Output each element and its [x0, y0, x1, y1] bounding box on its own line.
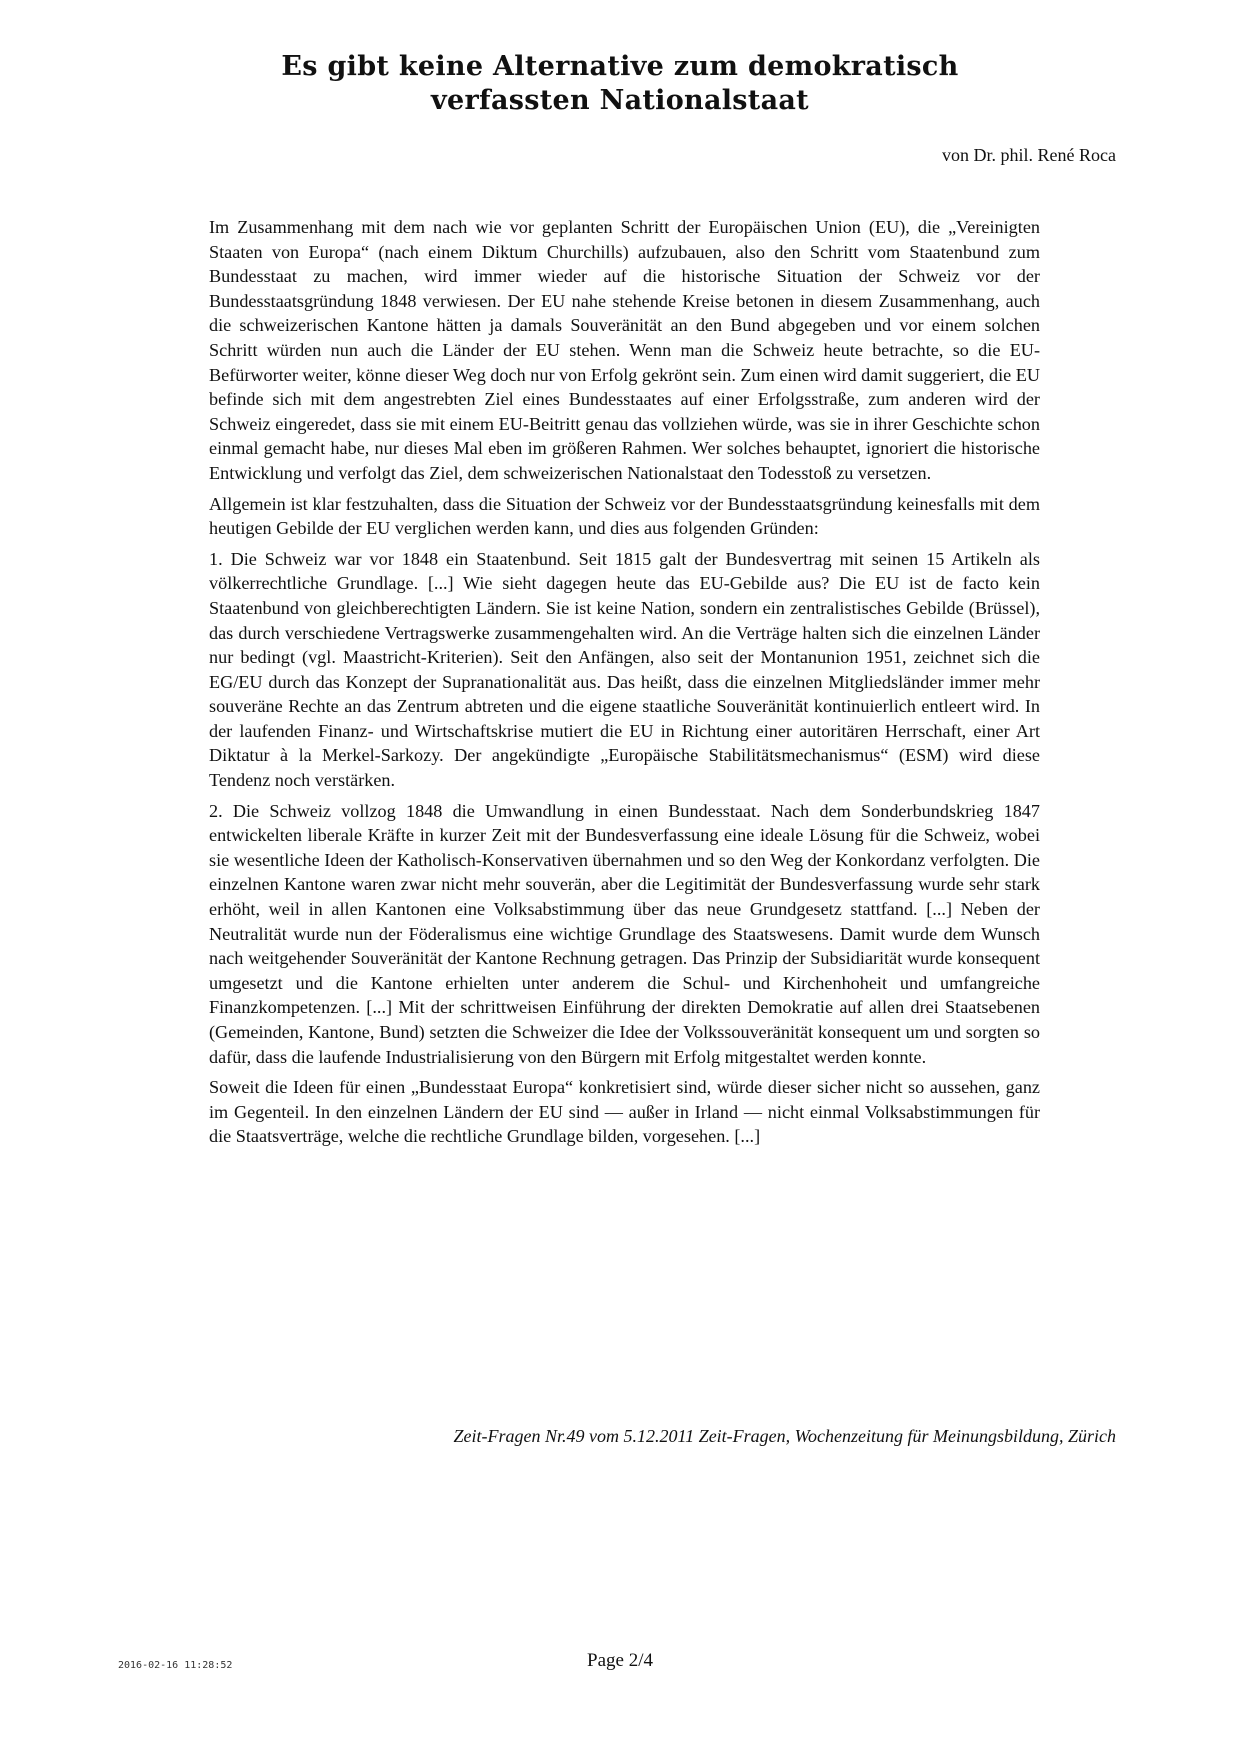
print-timestamp: 2016-02-16 11:28:52	[118, 1660, 233, 1671]
paragraph-point-2: 2. Die Schweiz vollzog 1848 die Umwandlung in einen Bundesstaat. Nach dem Sonderbundskrieg 1847 entwickelten liberale Kräfte in kurzer Zeit mit der Bundesverfassung eine ideale Lösung für die Schweiz, wobei sie wesentliche Ideen der Katholisch-Konservativen übernahmen und so den Weg der Konkordanz verfolgten. Die einzelnen Kantone waren zwar nicht mehr souverän, aber die Legitimität der Bundesverfassung wurde sehr stark erhöht, weil in allen Kantonen eine Volksabstimmung über das neue Grundgesetz stattfand. [...] Neben der Neutralität wurde nun der Föderalismus eine wichtige Grundlage des Staatswesens. Damit wurde dem Wunsch nach weitgehender Souveränität der Kantone Rechnung getragen. Das Prinzip der Subsidiarität wurde konsequent umgesetzt und die Kantone erhielten unter anderem die Schul- und Kirchenhoheit und umfangreiche Finanzkompetenzen. [...] Mit der schrittweisen Einführung der direkten Demokratie auf allen drei Staatsebenen (Gemeinden, Kantone, Bund) setzten die Schweizer die Idee der Volkssouveränität konsequent um und sorgten so dafür, dass die laufende Industrialisierung von den Bürgern mit Erfolg mitgestaltet werden konnte.	[209, 800, 1040, 1067]
title-line-2: verfassten Nationalstaat	[431, 85, 809, 116]
paragraph-point-1: 1. Die Schweiz war vor 1848 ein Staatenbund. Seit 1815 galt der Bundesvertrag mit seinen 15 Artikeln als völkerrechtliche Grundlage. [...] Wie sieht dagegen heute das EU-Gebilde aus? Die EU ist de facto kein Staatenbund von gleichberechtigten Ländern. Sie ist keine Nation, sondern ein zentralistisches Gebilde (Brüssel), das durch verschiedene Vertragswerke zusammengehalten wird. An die Verträge halten sich die einzelnen Länder nur bedingt (vgl. Maastricht-Kriterien). Seit den Anfängen, also seit der Montanunion 1951, zeichnet sich die EG/EU durch das Konzept der Supranationalität aus. Das heißt, dass die einzelnen Mitgliedsländer immer mehr souveräne Rechte an das Zentrum abtreten und die eigene staatliche Souveränität kontinuierlich entleert wird. In der laufenden Finanz- und Wirtschaftskrise mutiert die EU in Richtung einer autoritären Herrschaft, einer Art Diktatur à la Merkel-Sarkozy. Der angekündigte „Europäische Stabilitätsmechanismus“ (ESM) wird diese Tendenz noch verstärken.	[209, 548, 1040, 791]
page-title	[0, 50, 1240, 118]
title-line-1: Es gibt keine Alternative zum demokratisch	[281, 51, 959, 82]
paragraph-conclusion: Soweit die Ideen für einen „Bundesstaat Europa“ konkretisiert sind, würde dieser sicher nicht so aussehen, ganz im Gegenteil. In den einzelnen Ländern der EU sind — außer in Irland — nicht einmal Volksabstimmungen für die Staatsverträge, welche die rechtliche Grundlage bilden, vorgesehen. [...]	[209, 1077, 1040, 1147]
author-byline: von Dr. phil. René Roca	[942, 145, 1116, 165]
page-number: Page 2/4	[587, 1650, 653, 1671]
article-body	[209, 215, 1040, 1155]
paragraph-intro: Im Zusammenhang mit dem nach wie vor geplanten Schritt der Europäischen Union (EU), die „Vereinigten Staaten von Europa“ (nach einem Diktum Churchills) aufzubauen, also den Schritt vom Staatenbund zum Bundesstaat zu machen, wird immer wieder auf die historische Situation der Schweiz vor der Bundesstaatsgründung 1848 verwiesen. Der EU nahe stehende Kreise betonen in diesem Zusammenhang, auch die schweizerischen Kantone hätten ja damals Souveränität an den Bund abgegeben und vor einem solchen Schritt würden nun auch die Länder der EU stehen. Wenn man die Schweiz heute betrachte, so die EU-Befürworter weiter, könne dieser Weg doch nur von Erfolg gekrönt sein. Zum einen wird damit suggeriert, die EU befinde sich mit dem angestrebten Ziel eines Bundesstaates auf einer Erfolgsstraße, zum anderen wird der Schweiz eingeredet, dass sie mit einem EU-Beitritt genau das vollziehen würde, was sie in ihrer Geschichte schon einmal gemacht habe, nur dieses Mal eben im größeren Rahmen. Wer solches behauptet, ignoriert die historische Entwicklung und verfolgt das Ziel, dem schweizerischen Nationalstaat den Todesstoß zu versetzen.	[209, 217, 1040, 483]
source-citation: Zeit-Fragen Nr.49 vom 5.12.2011 Zeit-Fragen, Wochenzeitung für Meinungsbildung, Zürich	[453, 1426, 1116, 1446]
paragraph-general: Allgemein ist klar festzuhalten, dass die Situation der Schweiz vor der Bundesstaatsgründung keinesfalls mit dem heutigen Gebilde der EU verglichen werden kann, und dies aus folgenden Gründen:	[209, 493, 1040, 539]
